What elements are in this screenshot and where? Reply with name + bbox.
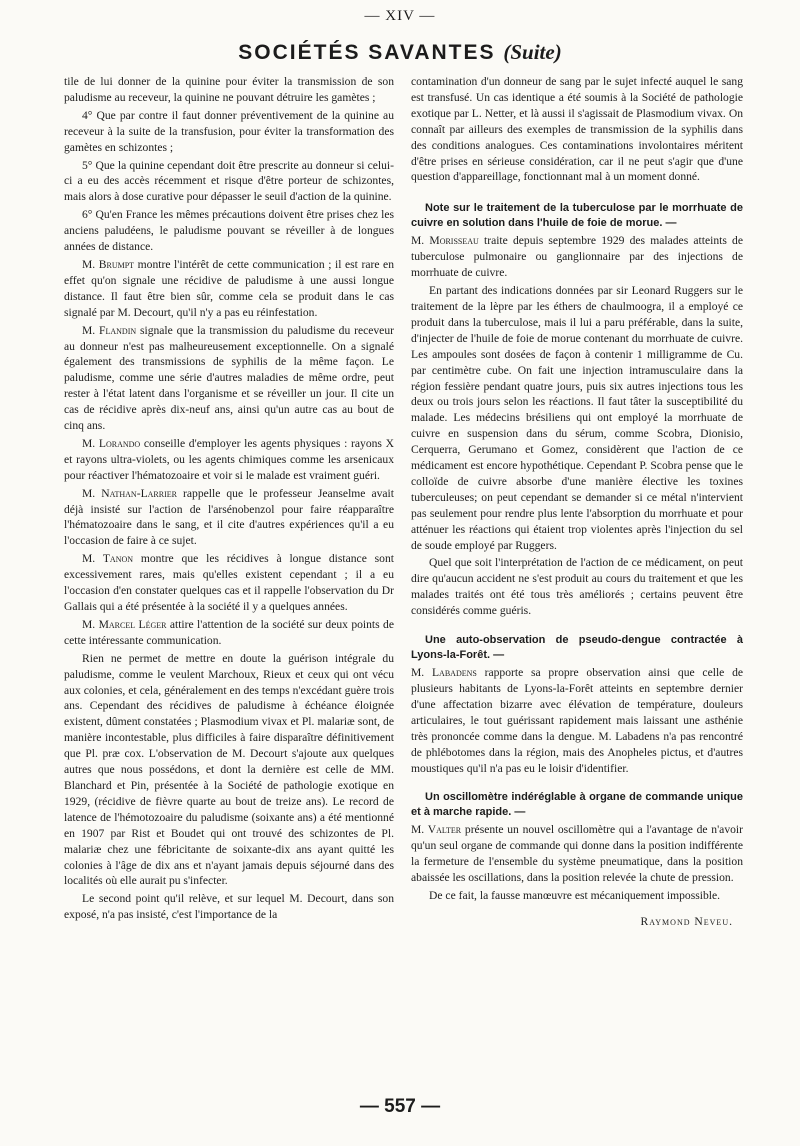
page-number: — 557 — <box>359 1096 441 1117</box>
paragraph-text: traite depuis septembre 1929 des malades atteints de tuberculose pulmonaire ou ganglionnaire par des injections de morrhuate de cuivre. <box>411 234 743 280</box>
paragraph <box>411 665 743 776</box>
paragraph: Rien ne permet de mettre en doute la guérison intégrale du paludisme, comme le veulent Marchoux, Rieux et ceux qui ont vécu aux colonies, et cela, généralement en des temps n'excédant guère trois ans. Cependant des récidives de paludisme à échéance éloignée existent, dûment constatées ; Plasmodium vivax et Pl. malariæ sont, de manière incontestable, plus difficiles à faire disparaître définitivement que Pl. præ cox. L'observation de M. Decourt s'ajoute aux quelques autres que nous possédons, et dont la dernière est celle de MM. Blanchard et Pin, présentée à la Société de pathologie exotique en 1929, (récidive de fièvre quarte au bout de treize ans). Le record de latence de l'hémotozoaire du paludisme (soixante ans) a été mentionné en 1907 par Rist et Boudet qui ont trouvé des schizontes de Pl. malariæ chez une fébricitante de soixante-dix ans ayant quitté les colonies à l'âge de dix ans et n'ayant jamais depuis séjourné dans des localités où elle aurait pu s'infecter. <box>64 651 394 888</box>
article-heading: Note sur le traitement de la tuberculose par le morrhuate de cuivre en solution dans l'huile de foie de morue. — <box>411 202 743 230</box>
paragraph <box>411 233 743 281</box>
paragraph: Le second point qu'il relève, et sur lequel M. Decourt, dans son exposé, n'a pas insisté, c'est l'importance de la <box>64 892 394 922</box>
speaker-name: M. Brumpt <box>82 257 135 271</box>
speaker-name: M. Nathan-Larrier <box>82 486 177 500</box>
section-title: SOCIÉTÉS SAVANTES <box>238 41 496 64</box>
top-page-number: — XIV — <box>364 8 436 24</box>
paragraph <box>64 551 394 615</box>
article-heading: Un oscillomètre indéréglable à organe de commande unique et à marche rapide. — <box>411 791 743 819</box>
paragraph <box>64 617 394 649</box>
paragraph <box>64 436 394 484</box>
paragraph: En partant des indications données par sir Leonard Ruggers sur le traitement de la lèpre par les éthers de chaulmoogra, il a employé ce produit dans la tuberculose, mais il lui a paru préférable, dans la suite, d'injecter de l'huile de foie de morue contenant du morrhuate de cuivre. Les ampoules sont dosées de façon à contenir 1 milligramme de Cu. par centimètre cube. On fait une injection intramusculaire dans la région fessière pendant quatre jours, puis six autres injections tous les deux ou trois jours selon les réactions. Il faut tâter la susceptibilité du malade. Les médecins brésiliens qui ont employé la morrhuate de cuivre en suspension dans du sérum, comme Scobra, Dionisio, Cerquerra, Gerumano et Gomez, considèrent que l'action de ce médicament est encore hypothétique. Cependant P. Scobra pense que le colloïde de cuivre absorbe d'une manière élective les toxines tuberculeuses; on peut cependant se demander si ce métal n'intervient pas seulement pour rendre plus lente l'absorption du morrhuate et pour atténuer les réactions qui étaient trop violentes après l'injection du sel de soude employé par Ruggers. <box>411 284 743 552</box>
paragraph: 6° Qu'en France les mêmes précautions doivent être prises chez les anciens paludéens, le paludisme pouvant se réveiller à de longues années de distance. <box>64 208 394 254</box>
paragraph: De ce fait, la fausse manœuvre est mécaniquement impossible. <box>429 889 721 903</box>
paragraph-text: montre que les récidives à longue distance sont excessivement rares, mais qu'elles existent cependant ; il a eu l'occasion d'en constater quelques cas et il rappelle l'observation du Dr Gallais qui a été présentée à la société il y a quelques années. <box>64 552 394 613</box>
speaker-name: M. Valter <box>411 823 462 837</box>
speaker-name: M. Morisseau <box>411 234 479 248</box>
paragraph <box>64 257 394 321</box>
speaker-name: M. Tanon <box>82 552 134 566</box>
page-title <box>0 40 800 65</box>
speaker-name: M. Lorando <box>82 436 141 450</box>
left-column <box>64 74 394 925</box>
speaker-name: M. Marcel Léger <box>82 617 167 631</box>
paragraph <box>411 822 743 886</box>
paragraph: 5° Que la quinine cependant doit être prescrite au donneur si celui-ci a eu des accès récemment et risque d'être porteur de schizontes, mais alors à dose curative pour dépasser le seuil d'action de la quinine. <box>64 158 394 204</box>
signature: Raymond Neveu. <box>640 914 733 928</box>
paragraph: 4° Que par contre il faut donner préventivement de la quinine au receveur à la suite de la transfusion, pour éviter la transformation des gamètes en schizontes ; <box>64 108 394 154</box>
paragraph-text: attire l'attention de la société sur deux points de cette intéressante communication. <box>64 617 394 647</box>
paragraph <box>64 323 394 434</box>
right-column <box>411 74 743 930</box>
paragraph-text: rappelle que le professeur Jeanselme avait déjà insisté sur l'action de l'arsénobenzol pour faire réapparaître l'hématozoaire dans le sang, et il cite d'autres expériences qu'il a eu l'occasion de faire à ce sujet. <box>64 486 395 548</box>
paragraph: Quel que soit l'interprétation de l'action de ce médicament, on peut dire qu'aucun accident ne s'est produit au cours du traitement et que les malades traités ont été tous très améliorés ; certains peuvent être considérés comme guéris. <box>411 556 743 618</box>
paragraph-text: montre l'intérêt de cette communication ; il est rare en effet qu'on signale une récidive de paludisme à une aussi longue distance. Il faut être bien sûr, comme cela se produit dans le cas signalé par M. Decourt, qu'il n'y a pas eu réinfestation. <box>64 257 394 319</box>
paragraph <box>64 486 394 550</box>
paragraph-text: signale que la transmission du paludisme du receveur au donneur n'est pas malheureusement exceptionnelle. On a signalé également des transmissions de syphilis de la même façon. Le paludisme, comme une série d'autres maladies de même ordre, peut rester à l'état latent dans l'organisme et se réveiller un jour. Il cite un cas de récidive après dix-neuf ans, ainsi qu'un autre cas au bout de cinq ans. <box>64 323 394 433</box>
speaker-name: M. Labadens <box>411 666 477 680</box>
paragraph-text: conseille d'employer les agents physiques : rayons X et rayons ultra-violets, ou les agents chimiques comme les arsenicaux pour réactiver l'hématozoaire et voir si le malade est vraiment guéri. <box>64 436 395 482</box>
paragraph: tile de lui donner de la quinine pour éviter la transmission de son paludisme au receveur, la quinine ne pouvant détruire les gamètes ; <box>64 75 394 104</box>
paragraph-text: présente un nouvel oscillomètre qui a l'avantage de n'avoir qu'un seul organe de commande qui donne dans la position indifférente la fermeture de l'ensemble du système pneumatique, dans la position abaissée les oscillations, dans la position relevée la chute de pression. <box>411 823 743 885</box>
paragraph-text: rapporte sa propre observation ainsi que celle de plusieurs habitants de Lyons-la-Forêt atteints en septembre dernier d'une affectation bizarre avec élévation de température, douleurs articulaires, le tout guérissant rapidement mais laissant une asthénie très prononcée comme dans la dengue. M. Labadens n'a pas rencontré de phlébotomes dans la région, mais des Anopheles pictus, et d'autres moustiques qu'il n'a pas eu le loisir d'identifier. <box>411 666 744 775</box>
paragraph: contamination d'un donneur de sang par le sujet infecté auquel le sang est transfusé. Un cas identique a été soumis à la Société de pathologie exotique par L. Netter, et là aussi il s'agissait de Plasmodium vivax. On connaît par ailleurs des exemples de transmission de la syphilis dans des conditions analogues. Ces contaminations involontaires méritent d'être prises en sérieuse considération, car il ne peut s'agir que d'une question d'appareillage, fonctionnant mal à un moment donné. <box>411 75 743 184</box>
speaker-name: M. Flandin <box>82 323 137 337</box>
article-heading: Une auto-observation de pseudo-dengue contractée à Lyons-la-Forêt. — <box>411 634 743 662</box>
section-suite: (Suite) <box>503 40 562 64</box>
